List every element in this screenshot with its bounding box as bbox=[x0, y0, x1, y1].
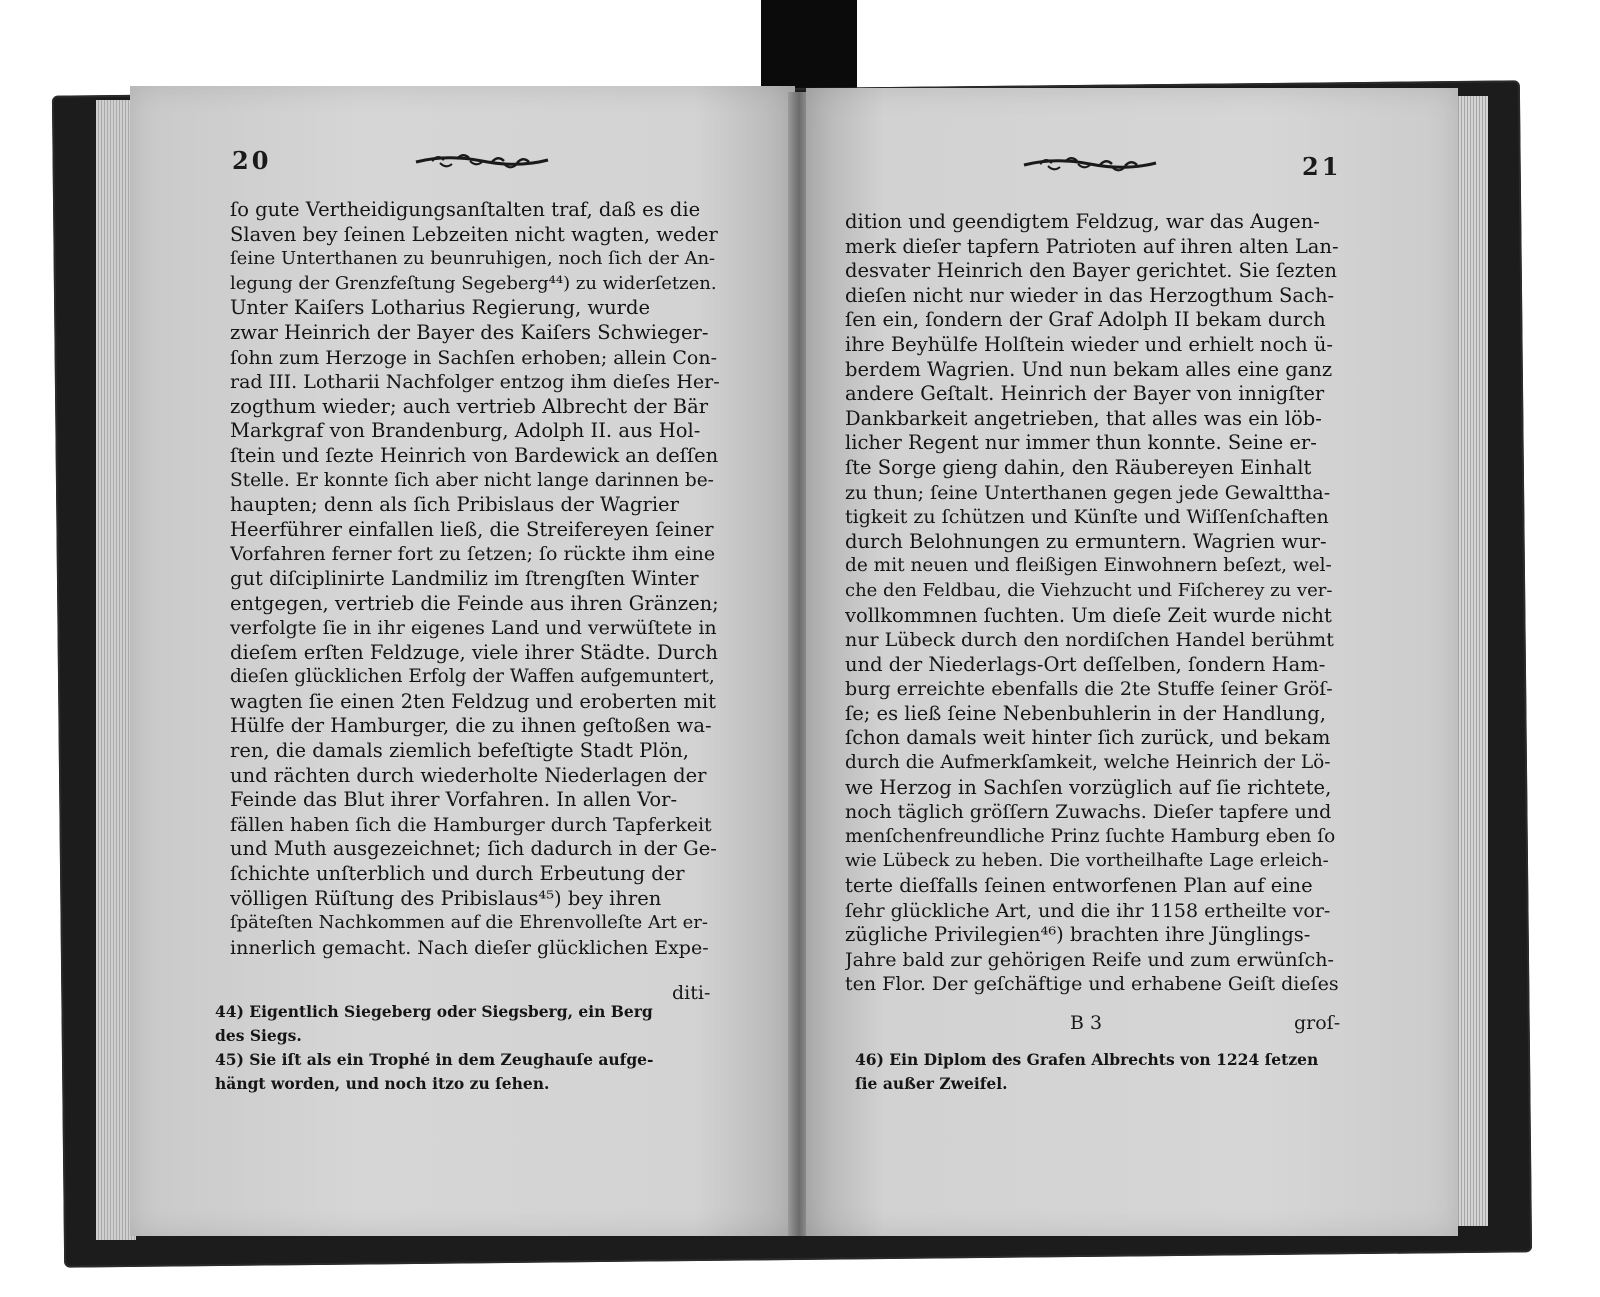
text-line: burg erreichte ebenfalls die 2te Stuffe ſeiner Gröſ- bbox=[845, 678, 1333, 701]
footnote-line: ſie außer Zweifel. bbox=[855, 1074, 1008, 1093]
text-line: dieſen nicht nur wieder in das Herzogthum Sach- bbox=[845, 283, 1335, 307]
footnote-line: hängt worden, und noch itzo zu ſehen. bbox=[215, 1074, 550, 1093]
footnote-line: des Siegs. bbox=[215, 1026, 302, 1045]
text-line: desvater Heinrich den Bayer gerichtet. Sie ſezten bbox=[845, 259, 1337, 283]
right-header-ornament-icon bbox=[1020, 153, 1160, 175]
text-line: wie Lübeck zu heben. Die vortheilhafte Lage erleich- bbox=[845, 850, 1329, 872]
text-line: legung der Grenzfeſtung Segeberg⁴⁴) zu widerſetzen. bbox=[230, 272, 717, 294]
text-line: und rächten durch wiederholte Niederlagen der bbox=[230, 763, 707, 787]
text-line: licher Regent nur immer thun konnte. Seine er- bbox=[845, 431, 1317, 455]
text-line: innerlich gemacht. Nach dieſer glücklichen Expe- bbox=[230, 936, 709, 959]
right-page-number: 21 bbox=[1302, 152, 1342, 181]
text-line: Feinde das Blut ihrer Vorfahren. In allen Vor- bbox=[230, 788, 678, 812]
text-line: durch die Aufmerkſamkeit, welche Heinrich der Lö- bbox=[845, 752, 1331, 774]
text-line: dieſen glücklichen Erfolg der Waffen aufgemuntert, bbox=[230, 666, 715, 688]
text-line: de mit neuen und fleißigen Einwohnern beſezt, wel- bbox=[845, 555, 1332, 577]
text-line: und der Niederlags-Ort deſſelben, ſondern Ham- bbox=[845, 652, 1326, 676]
left-page-footnotes bbox=[215, 1000, 715, 1096]
text-line: ſchichte unſterblich und durch Erbeutung der bbox=[230, 862, 685, 886]
text-line: noch täglich gröſſern Zuwachs. Dieſer tapfere und bbox=[845, 801, 1332, 824]
text-line: andere Geſtalt. Heinrich der Bayer von innigſter bbox=[845, 382, 1325, 406]
text-line: zügliche Privilegien⁴⁶) brachten ihre Jünglings- bbox=[845, 923, 1311, 947]
text-line: zu thun; ſeine Unterthanen gegen jede Gewalttha- bbox=[845, 481, 1331, 504]
text-line: verfolgte ſie in ihr eigenes Land und verwüſtete in bbox=[230, 617, 717, 640]
text-line: Vorfahren ferner fort zu ſetzen; ſo rückte ihm eine bbox=[230, 543, 716, 566]
text-line: zwar Heinrich der Bayer des Kaiſers Schwieger- bbox=[230, 320, 709, 344]
text-line: Markgraf von Brandenburg, Adolph II. aus Hol- bbox=[230, 419, 701, 443]
footnote-line: 46) Ein Diplom des Grafen Albrechts von 1224 ſetzen bbox=[855, 1050, 1319, 1069]
text-line: ſen ein, ſondern der Graf Adolph II bekam durch bbox=[845, 308, 1326, 332]
text-line: ſehr glückliche Art, und die ihr 1158 ertheilte vor- bbox=[845, 899, 1331, 922]
right-page-catchword: groſ- bbox=[1294, 1012, 1341, 1034]
left-page-number: 20 bbox=[232, 146, 272, 175]
right-page-edges bbox=[1458, 96, 1488, 1226]
text-line: rad III. Lotharii Nachfolger entzog ihm dieſes Her- bbox=[230, 371, 720, 394]
text-line: Heerführer einfallen ließ, die Streifereyen ſeiner bbox=[230, 517, 714, 541]
left-page-body-text bbox=[230, 198, 720, 960]
footnote-line: 44) Eigentlich Siegeberg oder Siegsberg, ein Berg bbox=[215, 1002, 653, 1021]
right-page-body-text bbox=[845, 210, 1340, 997]
footnote-line: 45) Sie iſt als ein Trophé in dem Zeughauſe aufge- bbox=[215, 1050, 654, 1069]
text-line: ſeine Unterthanen zu beunruhigen, noch ſich der An- bbox=[230, 248, 716, 270]
left-header-ornament-icon bbox=[412, 150, 552, 172]
text-line: ren, die damals ziemlich befeſtigte Stadt Plön, bbox=[230, 739, 689, 763]
text-line: tigkeit zu ſchützen und Künſte und Wiſſenſchaften bbox=[845, 506, 1329, 529]
text-line: haupten; denn als ſich Pribislaus der Wagrier bbox=[230, 493, 679, 517]
text-line: zogthum wieder; auch vertrieb Albrecht der Bär bbox=[230, 394, 709, 418]
text-line: ten Flor. Der geſchäftige und erhabene Geiſt dieſes bbox=[845, 973, 1339, 996]
text-line: merk dieſer tapfern Patrioten auf ihren alten Lan- bbox=[845, 234, 1339, 258]
text-line: ſohn zum Herzoge in Sachſen erhoben; allein Con- bbox=[230, 346, 718, 369]
text-line: ſte Sorge gieng dahin, den Räubereyen Einhalt bbox=[845, 455, 1312, 479]
text-line: Dankbarkeit angetrieben, that alles was ein löb- bbox=[845, 406, 1322, 430]
text-line: durch Belohnungen zu ermuntern. Wagrien wur- bbox=[845, 529, 1327, 553]
text-line: berdem Wagrien. Und nun bekam alles eine ganz bbox=[845, 357, 1333, 381]
text-line: dieſem erſten Feldzuge, viele ihrer Städte. Durch bbox=[230, 640, 718, 664]
text-line: und Muth ausgezeichnet; ſich dadurch in der Ge- bbox=[230, 837, 717, 861]
text-line: gut diſciplinirte Landmiliz im ſtrengſten Winter bbox=[230, 566, 699, 590]
text-line: dition und geendigtem Feldzug, war das Augen- bbox=[845, 210, 1320, 233]
text-line: che den Feldbau, die Viehzucht und Fiſcherey zu ver- bbox=[845, 579, 1333, 601]
text-line: ſo gute Vertheidigungsanſtalten traf, daß es die bbox=[230, 198, 701, 221]
text-line: ſchon damals weit hinter ſich zurück, und bekam bbox=[845, 726, 1331, 750]
text-line: ihre Beyhülfe Holſtein wieder und erhielt noch ü- bbox=[845, 332, 1334, 356]
text-line: vollkommnen ſuchten. Um dieſe Zeit wurde nicht bbox=[845, 603, 1332, 627]
text-line: völligen Rüſtung des Pribislaus⁴⁵) bey ihren bbox=[230, 886, 662, 910]
right-page-footnotes bbox=[855, 1048, 1345, 1096]
text-line: Jahre bald zur gehörigen Reife und zum erwünſch- bbox=[845, 948, 1334, 971]
text-line: we Herzog in Sachſen vorzüglich auf ſie richtete, bbox=[845, 775, 1332, 799]
text-line: Stelle. Er konnte ſich aber nicht lange darinnen be- bbox=[230, 469, 714, 491]
text-line: ſtein und ſezte Heinrich von Bardewick an deſſen bbox=[230, 443, 719, 467]
text-line: wagten ſie einen 2ten Feldzug und eroberten mit bbox=[230, 689, 716, 713]
scanner-gutter-bar bbox=[761, 0, 857, 95]
text-line: menſchenfreundliche Prinz ſuchte Hamburg eben ſo bbox=[845, 825, 1336, 847]
text-line: entgegen, vertrieb die Feinde aus ihren Gränzen; bbox=[230, 591, 719, 615]
text-line: Hülfe der Hamburger, die zu ihnen geſtoßen wa- bbox=[230, 714, 712, 738]
text-line: terte dieſfalls ſeinen entworfenen Plan auf eine bbox=[845, 874, 1313, 898]
left-page-catchword: diti- bbox=[672, 982, 711, 1004]
text-line: Unter Kaiſers Lotharius Regierung, wurde bbox=[230, 296, 651, 320]
text-line: nur Lübeck durch den nordiſchen Handel berühmt bbox=[845, 629, 1334, 652]
right-page-signature-mark: B 3 bbox=[1070, 1012, 1103, 1034]
text-line: Slaven bey ſeinen Lebzeiten nicht wagten, weder bbox=[230, 222, 718, 246]
text-line: ſe; es ließ ſeine Nebenbuhlerin in der Handlung, bbox=[845, 701, 1326, 725]
text-line: ſpäteſten Nachkommen auf die Ehrenvolleſte Art er- bbox=[230, 912, 708, 934]
text-line: fällen haben ſich die Hamburger durch Tapferkeit bbox=[230, 813, 712, 836]
